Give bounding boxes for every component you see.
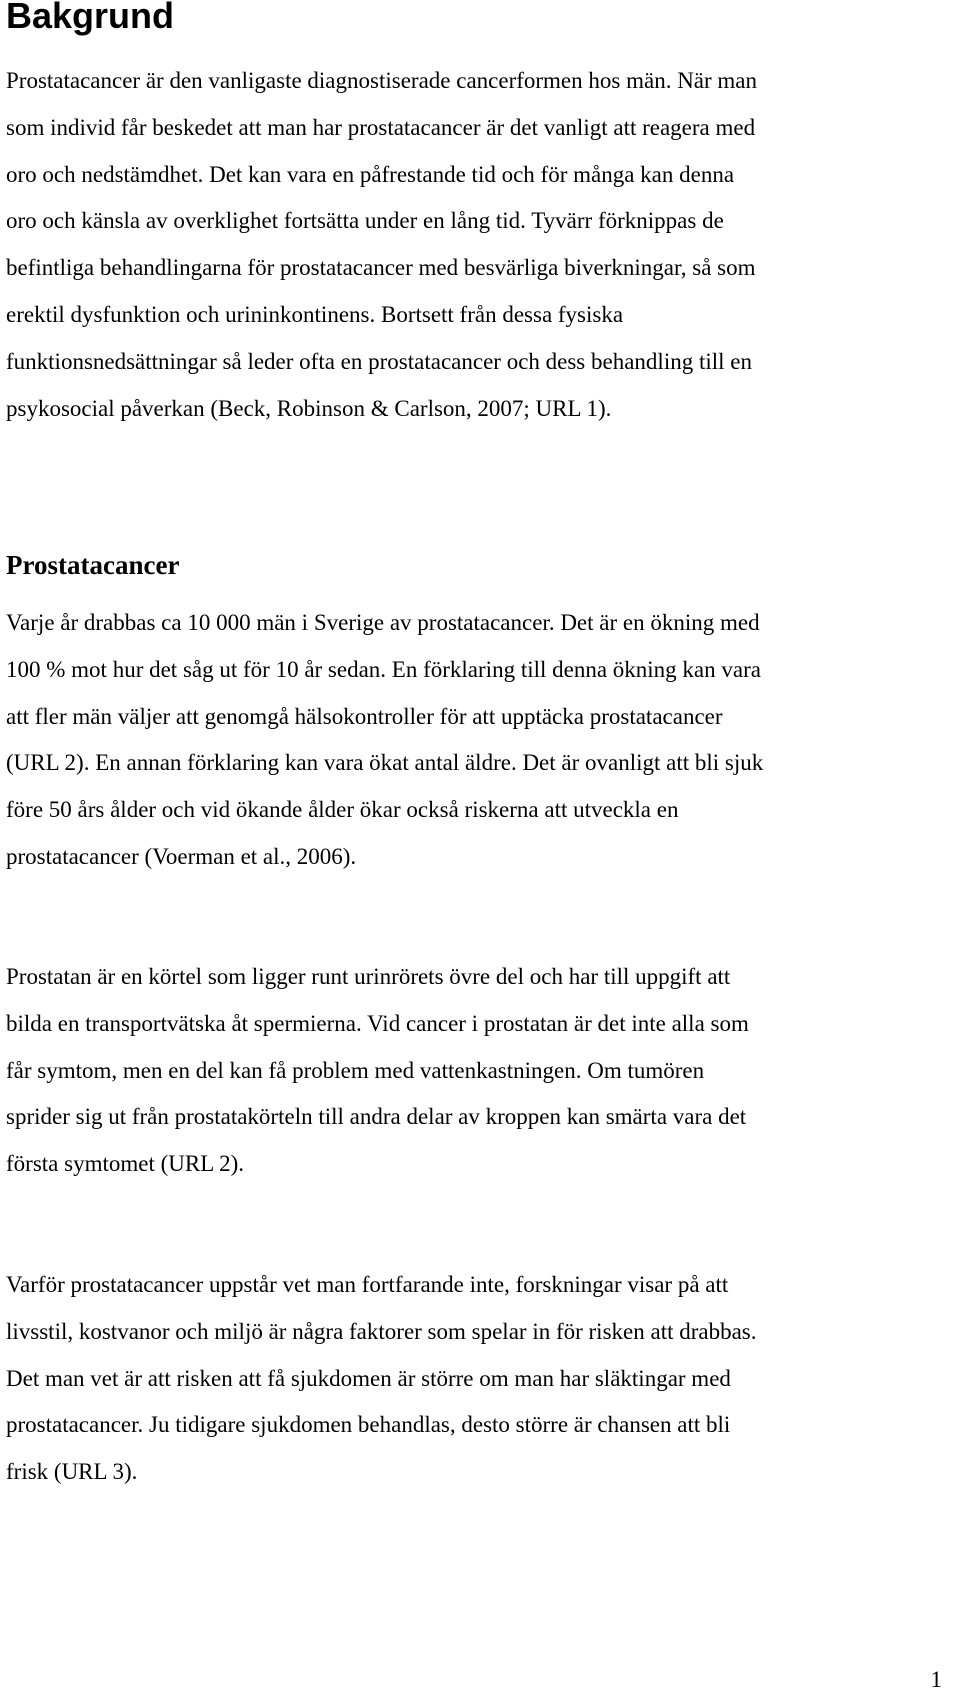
text-line: prostatacancer. Ju tidigare sjukdomen behandlas, desto större är chansen att bli	[6, 1412, 731, 1438]
section-heading-bakgrund: Bakgrund	[6, 0, 175, 36]
body-paragraph-causes	[6, 1262, 951, 1496]
subsection-heading-prostatacancer: Prostatacancer	[6, 550, 180, 580]
text-line: frisk (URL 3).	[6, 1459, 138, 1485]
text-line: prostatacancer (Voerman et al., 2006).	[6, 843, 357, 869]
page-number: 1	[930, 1667, 942, 1692]
body-paragraph-incidence	[6, 600, 951, 881]
text-line: Varje år drabbas ca 10 000 män i Sverige av prostatacancer. Det är en ökning med	[6, 610, 760, 635]
text-line: Prostatacancer är den vanligaste diagnostiserade cancerformen hos män. När man	[6, 68, 758, 93]
body-paragraph-anatomy	[6, 954, 951, 1188]
text-line: (URL 2). En annan förklaring kan vara ökat antal äldre. Det är ovanligt att bli sjuk	[6, 750, 764, 776]
text-line: befintliga behandlingarna för prostatacancer med besvärliga biverkningar, så som	[6, 255, 756, 281]
text-line: Varför prostatacancer uppstår vet man fortfarande inte, forskningar visar på att	[6, 1272, 729, 1297]
text-line: psykosocial påverkan (Beck, Robinson & Carlson, 2007; URL 1).	[6, 395, 612, 421]
text-line: får symtom, men en del kan få problem med vattenkastningen. Om tumören	[6, 1057, 705, 1083]
text-line: som individ får beskedet att man har prostatacancer är det vanligt att reagera med	[6, 114, 756, 140]
text-line: erektil dysfunktion och urininkontinens. Bortsett från dessa fysiska	[6, 301, 624, 327]
document-page	[4, 0, 944, 1702]
text-line: före 50 års ålder och vid ökande ålder ökar också riskerna att utveckla en	[6, 797, 679, 823]
text-line: oro och känsla av overklighet fortsätta under en lång tid. Tyvärr förknippas de	[6, 208, 724, 234]
text-line: bilda en transportvätska åt spermierna. Vid cancer i prostatan är det inte alla som	[6, 1010, 749, 1036]
text-line: första symtomet (URL 2).	[6, 1151, 245, 1177]
intro-paragraph	[6, 58, 951, 432]
text-line: livsstil, kostvanor och miljö är några faktorer som spelar in för risken att drabbas.	[6, 1318, 757, 1344]
text-line: 100 % mot hur det såg ut för 10 år sedan. En förklaring till denna ökning kan vara	[6, 656, 761, 682]
text-line: oro och nedstämdhet. Det kan vara en påfrestande tid och för många kan denna	[6, 161, 735, 187]
text-line: Prostatan är en körtel som ligger runt urinrörets övre del och har till uppgift att	[6, 964, 731, 989]
text-line: Det man vet är att risken att få sjukdomen är större om man har släktingar med	[6, 1365, 731, 1391]
text-line: sprider sig ut från prostatakörteln till andra delar av kroppen kan smärta vara det	[6, 1104, 747, 1130]
text-line: att fler män väljer att genomgå hälsokontroller för att upptäcka prostatacancer	[6, 703, 723, 729]
text-line: funktionsnedsättningar så leder ofta en prostatacancer och dess behandling till en	[6, 348, 752, 374]
